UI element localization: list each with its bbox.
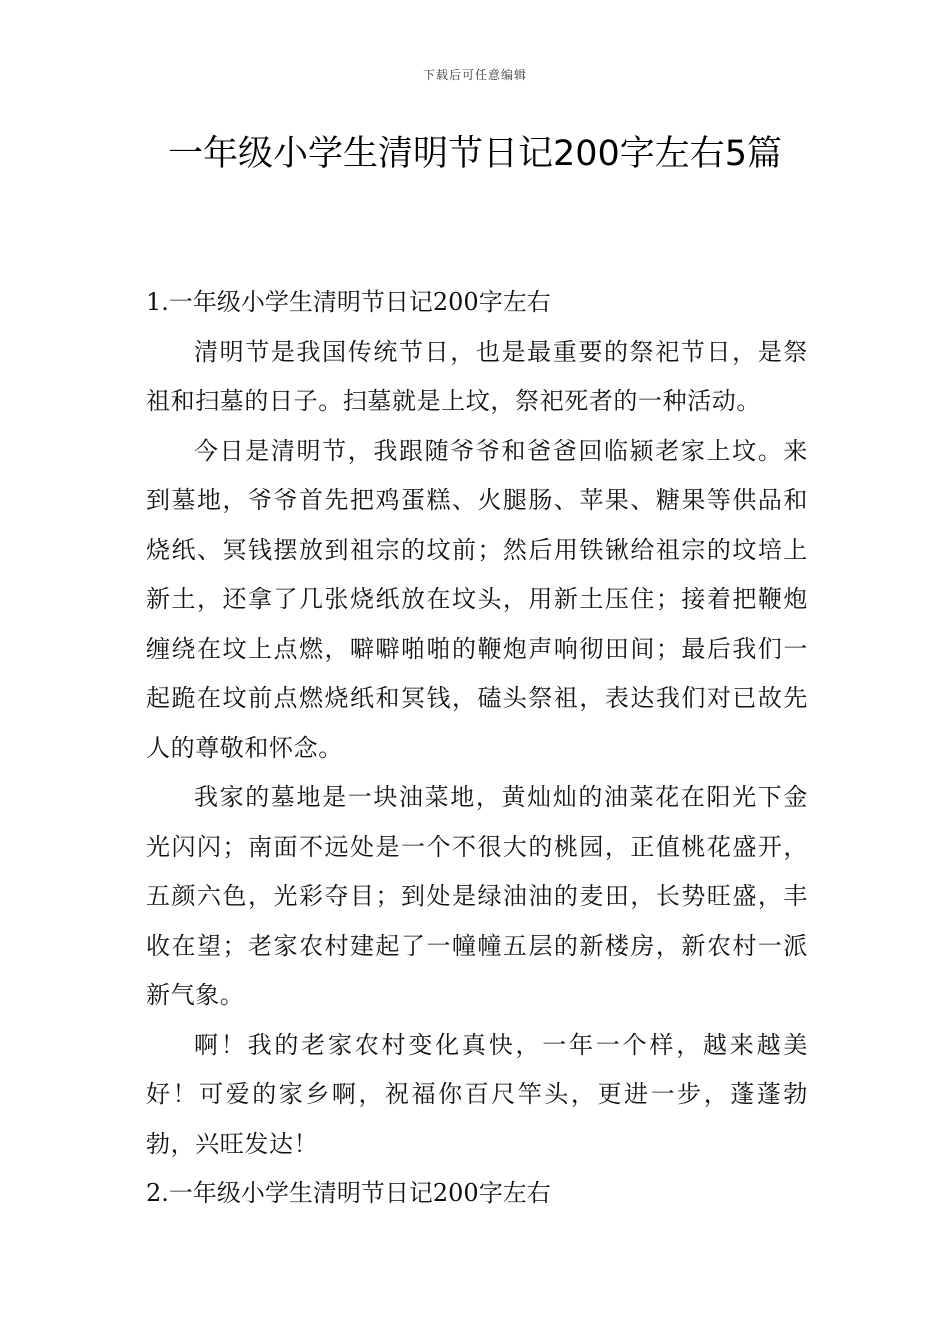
document-title: 一年级小学生清明节日记200字左右5篇: [167, 134, 783, 174]
paragraph: 我家的墓地是一块油菜地，黄灿灿的油菜花在阳光下金光闪闪；南面不远处是一个不很大的桃园，正值桃花盛开，五颜六色，光彩夺目；到处是绿油油的麦田，长势旺盛，丰收在望；老家农村建起了一幢幢五层的新楼房，新农村一派新气象。: [146, 783, 808, 1009]
section-heading: 2.一年级小学生清明节日记200字左右: [146, 1179, 551, 1207]
section-2: [146, 1169, 808, 1219]
paragraph: 清明节是我国传统节日，也是最重要的祭祀节日，是祭祖和扫墓的日子。扫墓就是上坟，祭祀死者的一种活动。: [146, 337, 808, 415]
document-body: [146, 278, 808, 1219]
paragraph: 啊！我的老家农村变化真快，一年一个样，越来越美好！可爱的家乡啊，祝福你百尺竿头，更进一步，蓬蓬勃勃，兴旺发达！: [146, 1030, 808, 1158]
section-heading: 1.一年级小学生清明节日记200字左右: [146, 288, 551, 316]
section-1: [146, 278, 808, 1169]
paragraph: 今日是清明节，我跟随爷爷和爸爸回临颍老家上坟。来到墓地，爷爷首先把鸡蛋糕、火腿肠、苹果、糖果等供品和烧纸、冥钱摆放到祖宗的坟前；然后用铁锹给祖宗的坟培上新土，还拿了几张烧纸放在坟头，用新土压住；接着把鞭炮缠绕在坟上点燃，噼噼啪啪的鞭炮声响彻田间；最后我们一起跪在坟前点燃烧纸和冥钱，磕头祭祖，表达我们对已故先人的尊敬和怀念。: [146, 436, 808, 762]
header-note: 下载后可任意编辑: [422, 68, 527, 82]
